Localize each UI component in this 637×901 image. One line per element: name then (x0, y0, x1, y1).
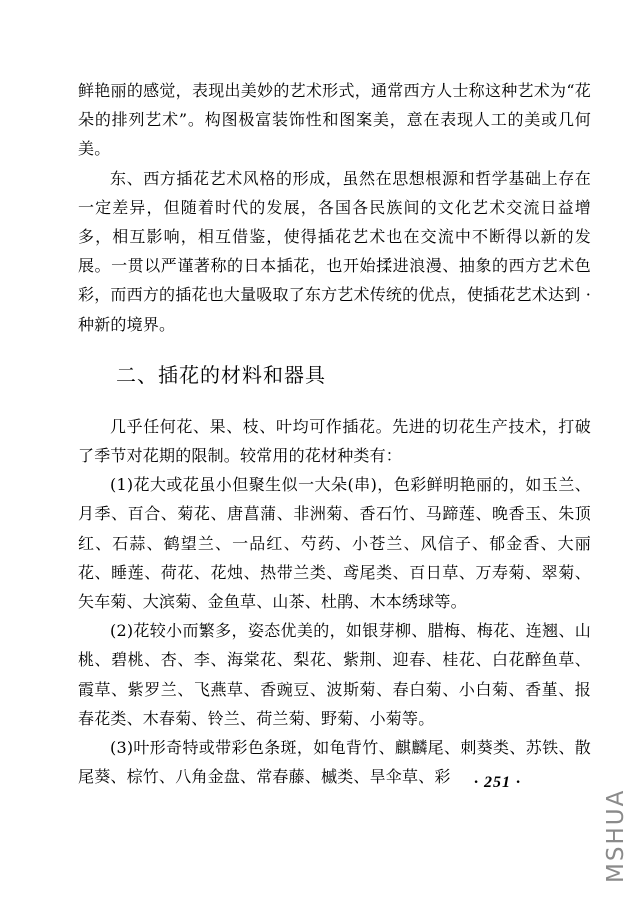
paragraph-list-item-2: (2)花较小而繁多，姿态优美的，如银芽柳、腊梅、梅花、连翘、山桃、碧桃、杏、李、海棠花、梨花、紫荆、迎春、桂花、白花醉鱼草、霞草、紫罗兰、飞燕草、香豌豆、波斯菊、春白菊、小白菊、香堇、报春花类、木春菊、铃兰、荷兰菊、野菊、小菊等。 (78, 621, 591, 728)
text-column (78, 76, 591, 791)
paragraph-list-item-1: (1)花大或花虽小但聚生似一大朵(串)，色彩鲜明艳丽的，如玉兰、月季、百合、菊花、唐菖蒲、非洲菊、香石竹、马蹄莲、晚香玉、朱顶红、石蒜、鹤望兰、一品红、芍药、小苍兰、风信子、郁金香、大丽花、睡莲、荷花、花烛、热带兰类、鸢尾类、百日草、万寿菊、翠菊、矢车菊、大滨菊、金鱼草、山茶、杜鹃、木本绣球等。 (78, 475, 591, 612)
page-number: · 251 · (474, 774, 521, 791)
paragraph-materials-intro: 几乎任何花、果、枝、叶均可作插花。先进的切花生产技术，打破了季节对花期的限制。较常用的花材种类有： (78, 416, 591, 466)
paragraph-style-formation: 东、西方插花艺术风格的形成，虽然在思想根源和哲学基础上存在一定差异，但随着时代的发展，各国各民族间的文化艺术交流日益增多，相互影响，相互借鉴，使得插花艺术也在交流中不断得以新的发展。一贯以严谨著称的日本插花，也开始揉进浪漫、抽象的西方艺术色彩，而西方的插花也大量吸取了东方艺术传统的优点，使插花艺术达到 ·种新的境界。 (78, 168, 591, 334)
paragraph-list-item-3: (3)叶形奇特或带彩色条斑，如龟背竹、麒麟尾、刺葵类、苏铁、散尾葵、棕竹、八角金盘、常春藤、槭类、旱伞草、彩 (78, 738, 591, 787)
paragraph-continuation: 鲜艳丽的感觉，表现出美妙的艺术形式，通常西方人士称这种艺术为“花朵的排列艺术”。构图极富装饰性和图案美，意在表现人工的美或几何美。 (78, 81, 591, 159)
watermark-logo: MSHUA (603, 788, 629, 884)
section-heading: 二、插花的材料和器具 (116, 362, 326, 387)
